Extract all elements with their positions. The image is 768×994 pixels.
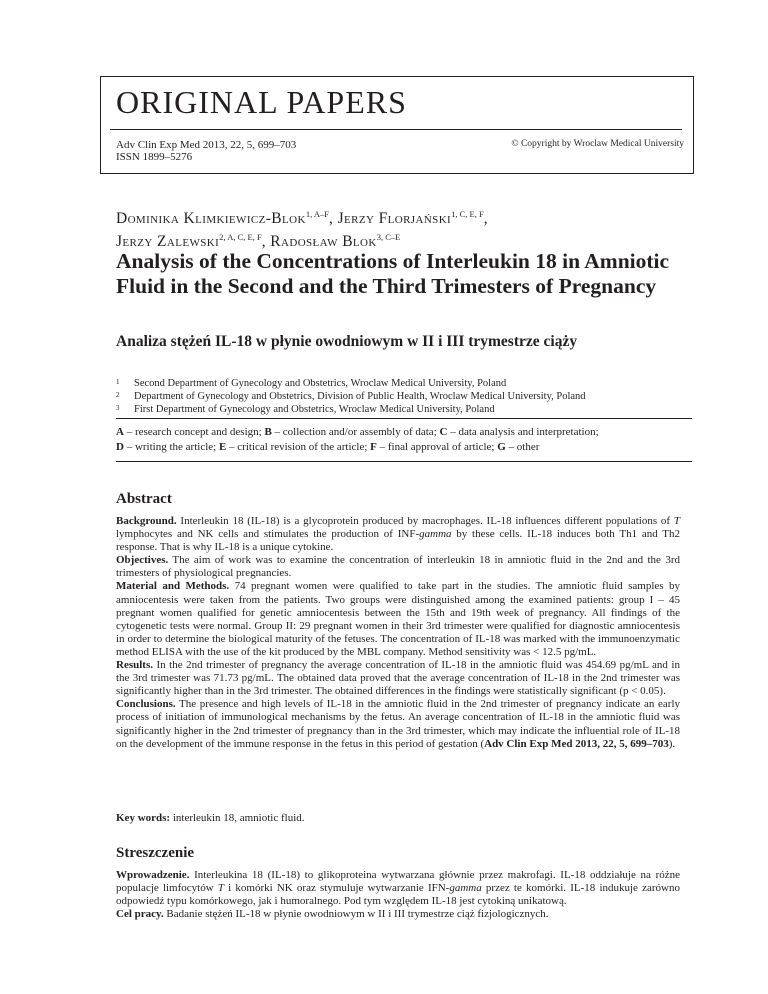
affiliation-item: [116, 377, 586, 390]
streszczenie-aim: [116, 908, 680, 921]
keywords-text: interleukin 18, amniotic fluid.: [170, 812, 305, 824]
contribution-key: G: [497, 440, 506, 453]
paragraph-label: Results.: [116, 659, 153, 672]
author-name: Dominika Klimkiewicz-Blok: [116, 210, 306, 228]
paragraph-text: The presence and high levels of IL-18 in the amniotic fluid in the 2nd trimester of pregnancy indicate an early process of initiation of immunological mechanisms by the fetus. An average concentration of IL-18 in the amniotic fluid was significantly higher in the 2nd trimester of pregnancy than in the 3rd trimester, which may indicate the influential role of IL-18 on the development of the immune response in the fetus in this period of gestation (: [116, 698, 680, 750]
paragraph-label: Wprowadzenie.: [116, 869, 190, 881]
italic-term: T: [673, 515, 680, 527]
streszczenie-body: [116, 869, 680, 921]
contribution-text: – collection and/or assembly of data;: [271, 426, 440, 438]
paragraph-label: Cel pracy.: [116, 908, 164, 921]
paragraph-text: In the 2nd trimester of pregnancy the average concentration of IL-18 in the amniotic fluid was 454.69 pg/mL and in the 3rd trimester was 71.73 pg/mL. The obtained data proved that the average concentration of IL-18 in the 2nd trimester was significantly higher than in the 3rd trimester. The obtained differences in the findings were statistically significant (p < 0.05).: [116, 659, 680, 698]
journal-reference: Adv Clin Exp Med 2013, 22, 5, 699–703: [116, 139, 297, 151]
paragraph-text: Badanie stężeń IL-18 w płynie owodniowym w II i III trymestrze ciąż fizjologicznych.: [163, 908, 549, 921]
paragraph-text: i komórki NK oraz stymuluje wytwarzanie IFN-: [223, 882, 450, 895]
affiliation-text: Second Department of Gynecology and Obstetrics, Wroclaw Medical University, Poland: [134, 378, 507, 389]
abstract-heading: Abstract: [116, 491, 172, 507]
contribution-text: – other: [505, 440, 540, 453]
contribution-key: F: [370, 440, 377, 453]
affiliation-item: [116, 403, 586, 416]
contribution-text: – data analysis and interpretation;: [447, 426, 599, 438]
paragraph-text: przez te komórki. IL-18 indukuje zarówno odpowiedź typu komórkowego, jak i humoralnego. Pod tym względem IL-18 jest cytokiną unikatową.: [116, 882, 680, 908]
affiliation-item: [116, 390, 586, 403]
issn: ISSN 1899–5276: [116, 151, 193, 163]
paragraph-label: Conclusions.: [116, 698, 176, 711]
streszczenie-intro: [116, 869, 680, 908]
contribution-key: D: [116, 440, 124, 453]
affiliation-text: Department of Gynecology and Obstetrics, Division of Public Health, Wroclaw Medical University, Poland: [134, 391, 586, 402]
italic-term: T: [217, 882, 224, 895]
contribution-key: E: [218, 440, 227, 453]
contribution-key: A: [116, 426, 124, 438]
paragraph-text: The aim of work was to examine the concentration of interleukin 18 in amniotic fluid in the 2nd and the 3rd trimesters of physiological pregnancies.: [116, 554, 680, 580]
paragraph-text: Interleukina 18 (IL-18) to glikoproteina wytwarzana głównie przez makrofagi. IL-18 oddziałuje na różne populacje limfocytów: [116, 869, 680, 895]
author-affiliation-marker: 1, A–F: [305, 209, 329, 219]
author-name: Jerzy Zalewski: [116, 233, 220, 251]
affiliation-number: 1: [116, 378, 120, 386]
contribution-text: – final approval of article;: [376, 440, 498, 453]
contribution-text: – critical revision of the article;: [226, 440, 371, 453]
author-affiliation-marker: 2, A, C, E, F: [219, 232, 262, 243]
italic-term: gamma: [449, 882, 482, 895]
author-affiliation-marker: 3, C–E: [376, 232, 401, 243]
keywords-label: Key words:: [116, 812, 171, 824]
abstract-background: [116, 515, 680, 554]
author-contributions: [116, 425, 692, 454]
contribution-key: B: [264, 426, 272, 438]
abstract-body: [116, 515, 680, 751]
paragraph-text: lymphocytes and NK cells and stimulates the production of INF-: [116, 528, 420, 541]
copyright-notice: © Copyright by Wroclaw Medical University: [511, 139, 684, 149]
header-divider: [110, 129, 682, 130]
abstract-results: [116, 659, 680, 698]
paragraph-label: Material and Methods.: [116, 580, 230, 593]
paragraph-text: Interleukin 18 (IL-18) is a glycoprotein produced by macrophages. IL-18 influences different populations of: [176, 515, 674, 527]
contribution-text: – research concept and design;: [123, 426, 265, 438]
citation: Adv Clin Exp Med 2013, 22, 5, 699–703: [484, 737, 669, 750]
italic-term: gamma: [419, 528, 452, 541]
affiliation-number: 2: [116, 391, 120, 399]
contribution-key: C: [439, 426, 448, 438]
affiliation-number: 3: [116, 404, 120, 412]
abstract-conclusions: [116, 698, 680, 750]
author-name: Radosław Blok: [270, 233, 377, 251]
author-affiliation-marker: 1, C, E, F: [451, 209, 484, 219]
paragraph-label: Objectives.: [116, 554, 169, 567]
paragraph-text: ).: [668, 737, 676, 750]
abstract-methods: [116, 580, 680, 659]
journal-citation: [116, 139, 296, 163]
paragraph-label: Background.: [116, 515, 177, 527]
streszczenie-heading: Streszczenie: [116, 845, 195, 861]
section-title: ORIGINAL PAPERS: [116, 84, 407, 120]
article-title: Analysis of the Concentrations of Interleukin 18 in Amniotic Fluid in the Second and the Third Trimesters of Pregnancy: [116, 249, 670, 298]
author-name: Jerzy Florjański: [337, 210, 452, 228]
abstract-objectives: [116, 554, 680, 580]
article-title-polish: Analiza stężeń IL-18 w płynie owodniowym w II i III trymestrze ciąży: [116, 333, 578, 350]
author-list: Dominika Klimkiewicz-Blok$^{1, A-F}$, Jerzy Florjański$^{1, C, E, F}$, Jerzy Zalewski$^{2, A, C, E, F}$, Radosław Blok$^{3, C-E}$: [116, 209, 488, 251]
keywords: [116, 812, 680, 825]
affiliation-text: First Department of Gynecology and Obstetrics, Wroclaw Medical University, Poland: [134, 404, 495, 415]
affiliation-list: [116, 377, 586, 416]
paragraph-text: 74 pregnant women were qualified to take part in the studies. The amniotic fluid samples by amniocentesis were taken from the patients. Two groups were distinguished among the examined patients: group I – 45 pregnant women qualified for genetic amniocentesis between the 15th and 19th week of pregnancy. All findings of the cytogenetic tests were normal. Group II: 29 pregnant women in their 3rd trimester were qualified for diagnostic amniocentesis in order to determine the biological maturity of the fetuses. The concentration of IL-18 was marked with the immunoenzymatic method ELISA with the use of the kit produced by the MBL company. Method sensitivity was < 12.5 pg/mL.: [116, 580, 680, 658]
contribution-text: – writing the article;: [123, 440, 219, 453]
paragraph-text: by these cells. IL-18 induces both Th1 and Th2 response. That is why IL-18 is a unique cytokine.: [116, 528, 680, 554]
contribution-top-rule: [116, 418, 692, 419]
contribution-bottom-rule: [116, 461, 692, 462]
